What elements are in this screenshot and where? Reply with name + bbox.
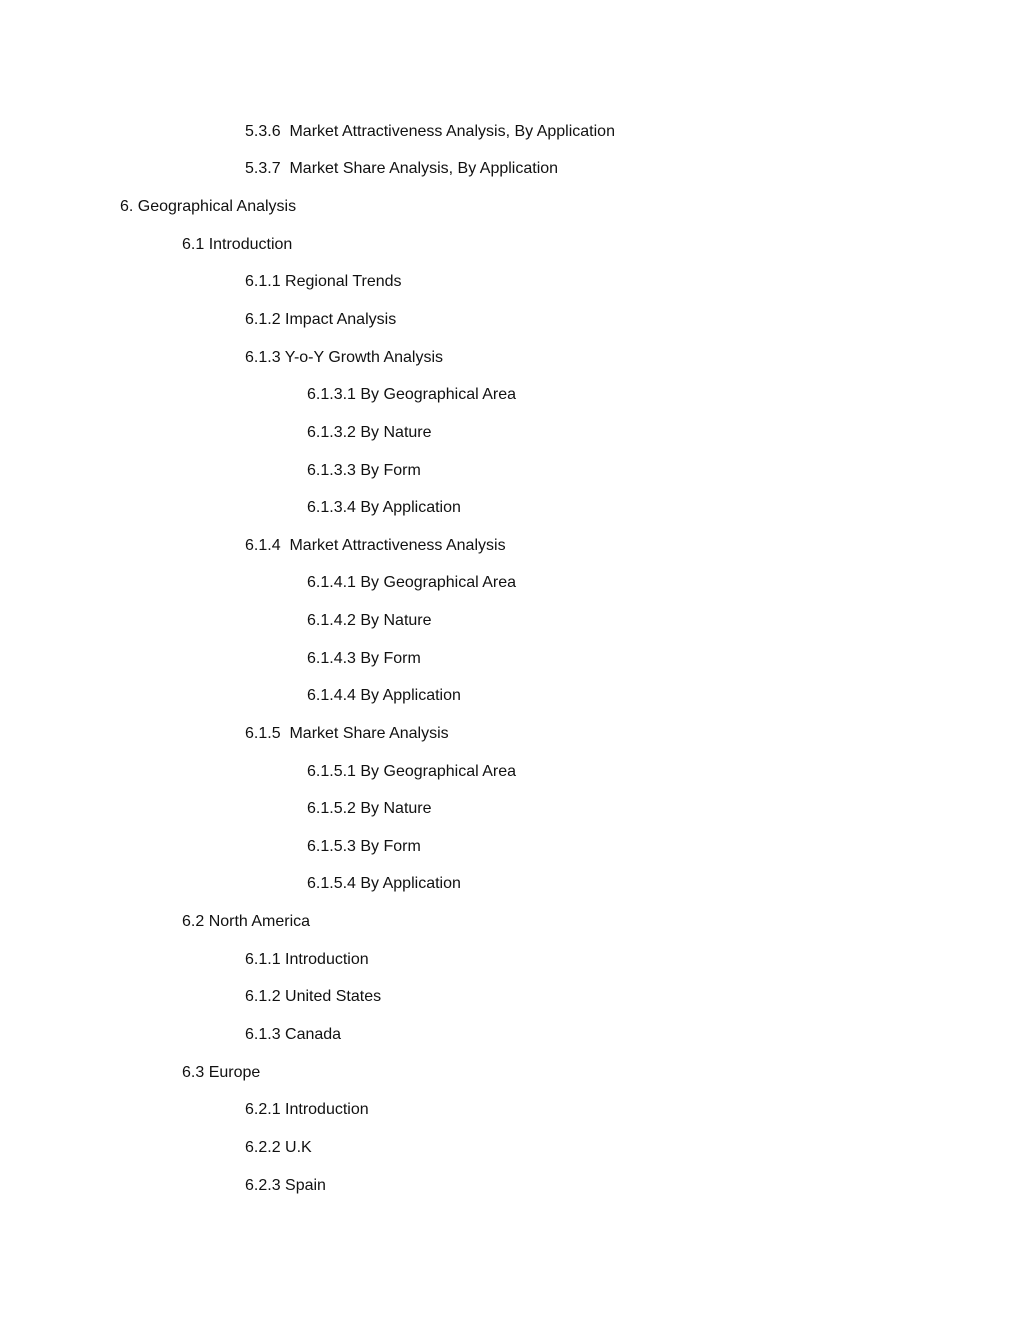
toc-entry-6-1-2: 6.1.2 Impact Analysis xyxy=(245,311,397,328)
toc-entry-6-3-spain: 6.2.3 Spain xyxy=(245,1177,326,1194)
toc-entry-6-1-4: 6.1.4 Market Attractiveness Analysis xyxy=(245,537,506,554)
toc-entry-6-3-introduction: 6.2.1 Introduction xyxy=(245,1101,369,1118)
toc-entry-6-1-4-1: 6.1.4.1 By Geographical Area xyxy=(307,574,517,591)
toc-entry-6-3-uk: 6.2.2 U.K xyxy=(245,1139,312,1156)
toc-entry-6-1-3-4: 6.1.3.4 By Application xyxy=(307,499,461,516)
toc-entry-5-3-6: 5.3.6 Market Attractiveness Analysis, By Application xyxy=(245,123,615,140)
toc-entry-6-1-5-2: 6.1.5.2 By Nature xyxy=(307,800,432,817)
toc-entry-6-1-3-1: 6.1.3.1 By Geographical Area xyxy=(307,386,517,403)
toc-entry-6-1: 6.1 Introduction xyxy=(182,236,293,253)
toc-heading-6: 6. Geographical Analysis xyxy=(120,198,297,215)
toc-entry-6-1-3-3: 6.1.3.3 By Form xyxy=(307,462,421,479)
toc-entry-6-1-5-4: 6.1.5.4 By Application xyxy=(307,875,461,892)
toc-entry-6-2-introduction: 6.1.1 Introduction xyxy=(245,951,369,968)
toc-entry-6-1-3: 6.1.3 Y-o-Y Growth Analysis xyxy=(245,349,444,366)
toc-entry-6-3: 6.3 Europe xyxy=(182,1064,261,1081)
toc-entry-6-2-canada: 6.1.3 Canada xyxy=(245,1026,342,1043)
toc-entry-6-2: 6.2 North America xyxy=(182,913,311,930)
toc-entry-6-1-1: 6.1.1 Regional Trends xyxy=(245,273,402,290)
toc-entry-6-1-4-3: 6.1.4.3 By Form xyxy=(307,650,421,667)
toc-entry-5-3-7: 5.3.7 Market Share Analysis, By Application xyxy=(245,160,559,177)
toc-entry-6-1-5-1: 6.1.5.1 By Geographical Area xyxy=(307,763,517,780)
toc-entry-6-2-united-states: 6.1.2 United States xyxy=(245,988,382,1005)
toc-entry-6-1-3-2: 6.1.3.2 By Nature xyxy=(307,424,432,441)
toc-entry-6-1-5-3: 6.1.5.3 By Form xyxy=(307,838,421,855)
toc-entry-6-1-4-4: 6.1.4.4 By Application xyxy=(307,687,461,704)
toc-entry-6-1-5: 6.1.5 Market Share Analysis xyxy=(245,725,449,742)
toc-entry-6-1-4-2: 6.1.4.2 By Nature xyxy=(307,612,432,629)
